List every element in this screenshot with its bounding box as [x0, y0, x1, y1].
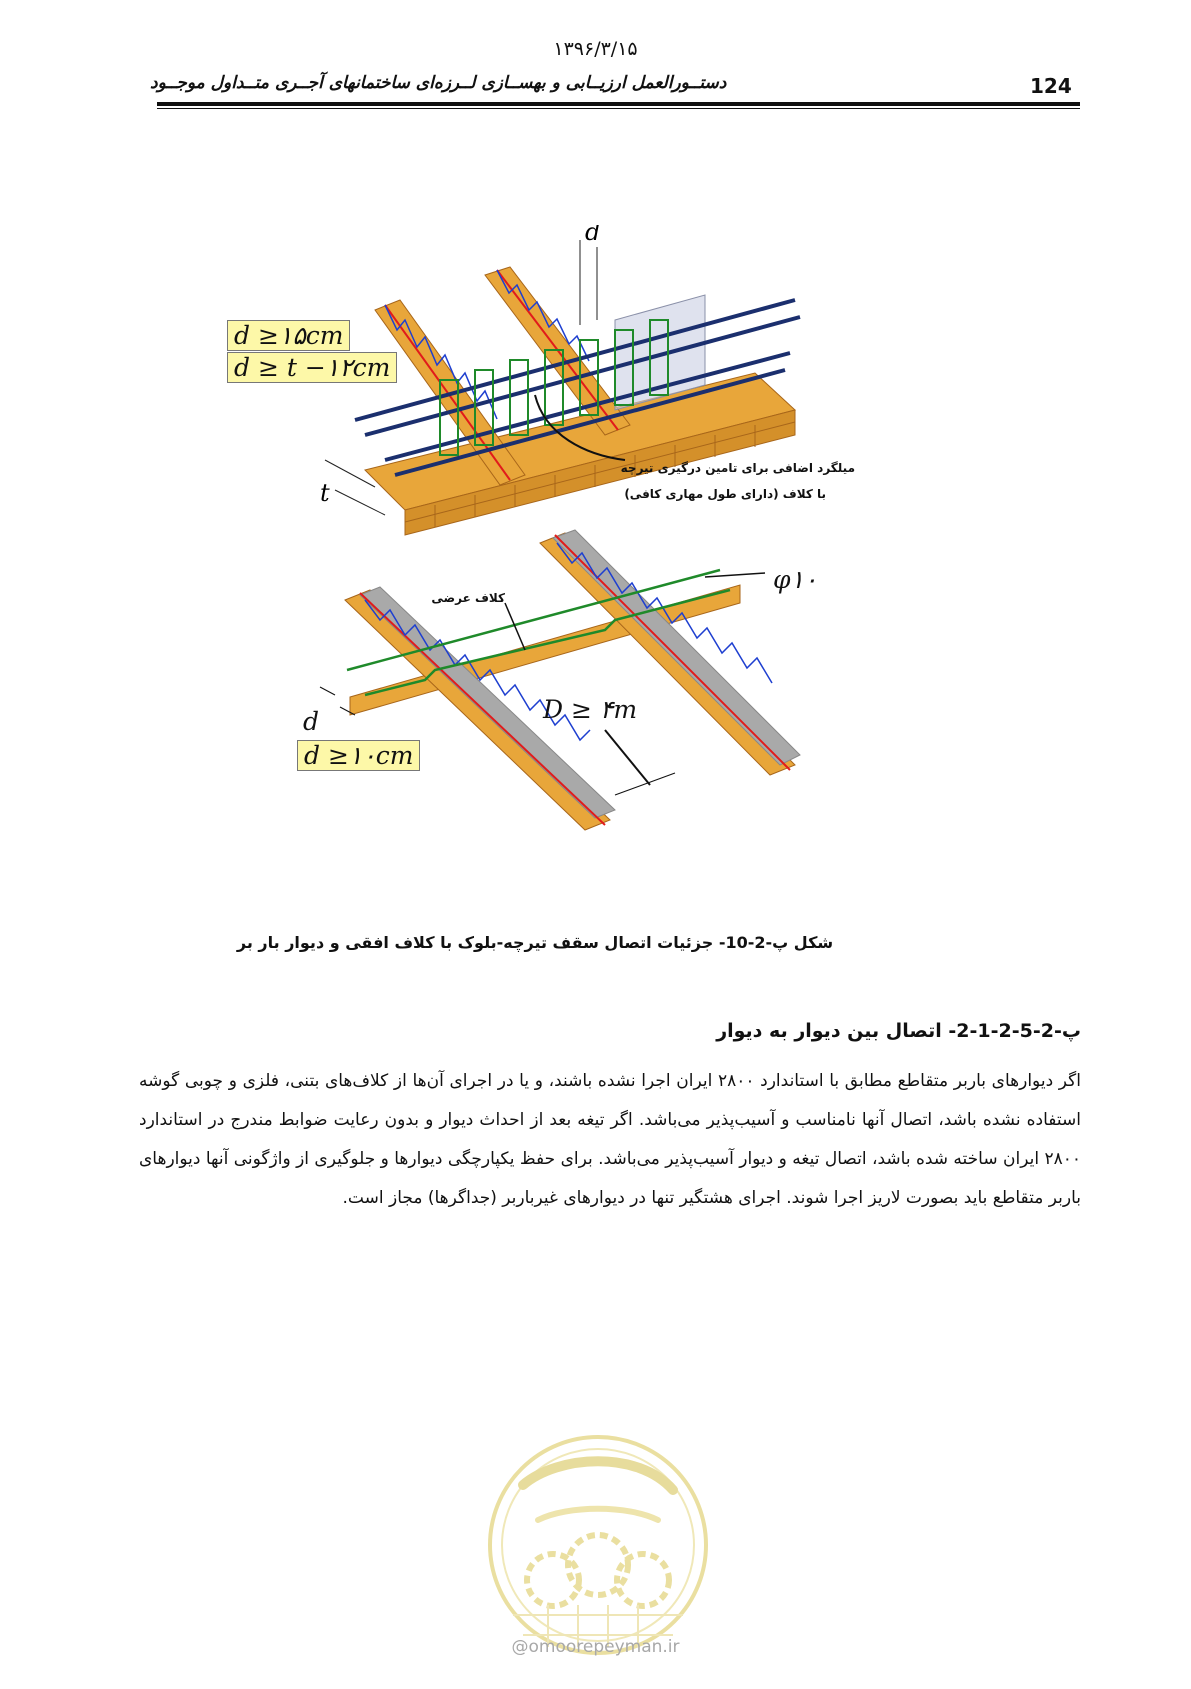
beam-right-rebar [555, 535, 790, 770]
dim-D-line [605, 730, 650, 785]
label-D-min: D ≥ ۴m [543, 695, 638, 724]
label-t: t [320, 479, 330, 507]
annotation-arrow-phi [705, 573, 765, 577]
section-body: اگر دیوارهای باربر متقاطع مطابق با استاندارد ۲۸۰۰ ایران اجرا نشده باشند، و یا در اجرای آن‌ها از کلاف‌های بتنی، فلزی و چوبی گوشه استفاده نشده باشد، اتصال آنها نامناسب و آسیب‌پذیر می‌باشد. اگر تیغه بعد از احداث دیوار و بدون رعایت ضوابط مندرج در استاندارد ۲۸۰۰ ایران ساخته شده باشد، اتصال تیغه و دیوار آسیب‌پذیر می‌باشد. برای حفظ یکپارچگی دیوارها و جلوگیری از واژگونی آنها دیوارهای باربر متقاطع باید بصورت لاریز اجرا شوند. اجرای هشتگیر تنها در دیوارهای غیرباربر (جداگرها) مجاز است. [139, 1071, 1081, 1208]
bottom-drawing [320, 530, 800, 830]
label-transverse-tie: کلاف عرضی [431, 591, 505, 605]
formula-box-bottom: d ≥۱۰cm [297, 740, 420, 771]
section-heading: پ-2-5-2-1-2- اتصال بین دیوار به دیوار [716, 1020, 1081, 1042]
dim-D-tick [615, 773, 675, 795]
label-d-top: d [585, 225, 601, 246]
header-date: ۱۳۹۶/۳/۱۵ [553, 38, 638, 60]
formula-box-top-2: d ≥ t −۱۲cm [227, 352, 397, 383]
formula-box-top-1: d ≥۱۵cm [227, 320, 350, 351]
dim-t-line1 [325, 460, 375, 487]
running-title: دستــورالعمل ارزیــابی و بهســازی لــرزه‌ای ساختمانهای آجــری متــداول موجــود [150, 73, 727, 93]
figure-caption: شکل پ-2-10- جزئیات اتصال سقف تیرچه-بلوک با کلاف افقی و دیوار بار بر [236, 933, 834, 952]
figure-joist-connection [235, 225, 935, 905]
dim-d2-tick1 [320, 687, 335, 695]
annotation-top-line2: با کلاف (دارای طول مهاری کافی) [624, 487, 826, 501]
dim-t-line2 [335, 490, 385, 515]
header-rule-thin [157, 108, 1080, 109]
page-number: 124 [1030, 74, 1072, 98]
watermark-url: @omoorepeyman.ir [511, 1637, 680, 1657]
label-phi10: φ۱۰ [773, 565, 818, 594]
annotation-top-line1: میلگرد اضافی برای تامین درگیری تیرچه [620, 461, 855, 475]
label-d-bottom: d [303, 707, 320, 736]
header-rule-thick [157, 102, 1080, 106]
